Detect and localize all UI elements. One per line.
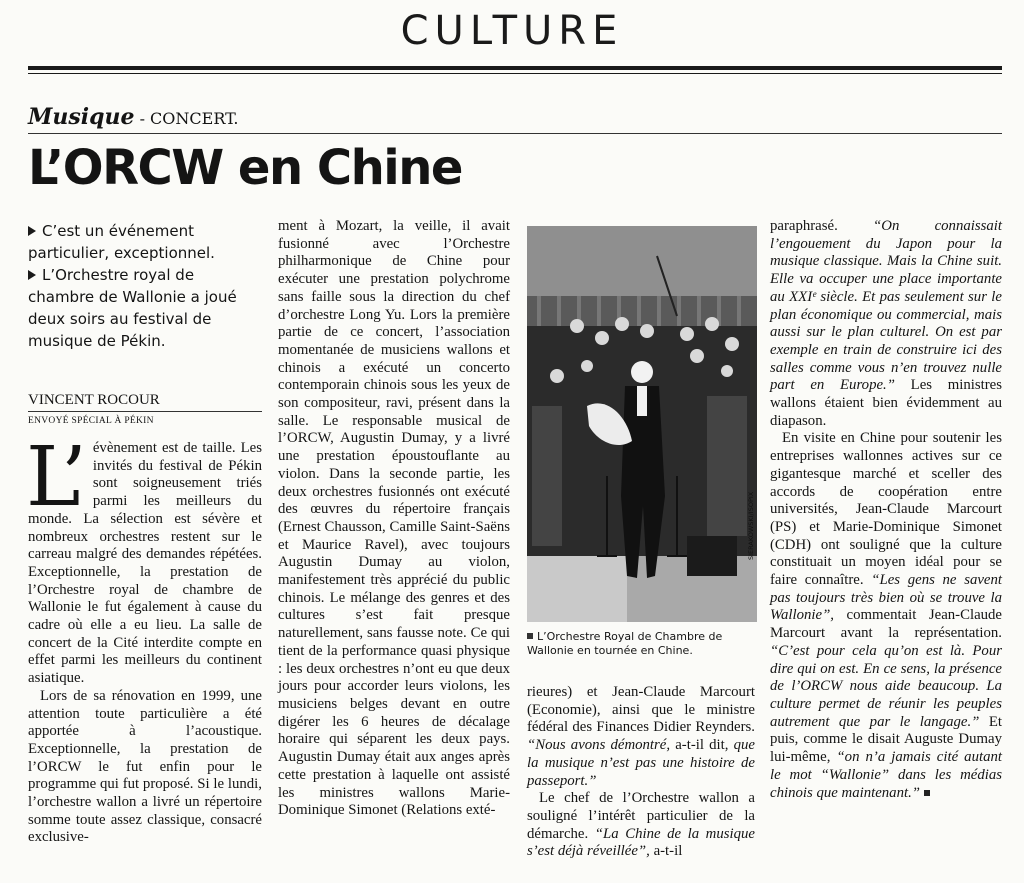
triangle-bullet-icon [28, 270, 36, 280]
triangle-bullet-icon [28, 226, 36, 236]
article-column-1 [26, 430, 262, 847]
kicker-main: Musique [28, 104, 135, 130]
paragraph: rieures) et Jean-Claude Marcourt (Economie), ainsi que le ministre fédéral des Finances Didier Reynders. “Nous avons démontré, a-t-il dit, que la musique n’est pas une histoire de passeport.” [527, 684, 755, 789]
paragraph: Lors de sa rénovation en 1999, une attention toute particulière a été apportée à l’acoustique. Exceptionnelle, la prestation de l’ORCW le fut enfin pour le programme qui fut proposé. Si le lundi, l’orchestre wallon a livré un répertoire somme toute assez classique, consacré exclusive- [28, 687, 262, 846]
orchestra-photo-illustration [527, 226, 757, 622]
kicker-sub: - CONCERT. [139, 109, 239, 128]
lead-item: L’Orchestre royal de chambre de Wallonie a joué deux soirs au festival de musique de Pékin. [28, 266, 237, 350]
paragraph: ment à Mozart, la veille, il avait fusionné avec l’Orchestre philharmonique de Chine pour exécuter une prestation polychrome sans faille sous la direction du chef d’orchestre Long Yu. Lors la première partie de ce concert, l’association momentanée de musiciens wallons et chinois a exécuté un concerto contemporain chinois sous les yeux de son compositeur, ravi, présent dans la salle. Le responsable musical de l’ORCW, Augustin Dumay, y a livré une prestation époustouflante au violon. Dans la seconde partie, les deux orchestres fusionnés ont exécuté des œuvres du répertoire français (Ernest Chausson, Camille Saint-Saëns et Maurice Ravel), avec toujours Augustin Dumay au violon, manifestement très apprécié du public chinois. Le mélange des genres et des cultures s’est fait presque naturellement, sans fausse note. Ce qui tient de la performance quasi physique : les deux orchestres n’ont eu que deux jours pour accorder leurs violons, les musiciens belges devant en outre digérer les 6 heures de décalage horaire qui séparent les deux pays. Augustin Dumay était aux anges après cette prestation à laquelle ont assisté les ministres wallons Marie-Dominique Simonet (Relations exté- [278, 218, 510, 819]
paragraph: En visite en Chine pour soutenir les entreprises wallonnes actives sur ce gigantesque marché et sceller des accords de coopération entre universités, Jean-Claude Marcourt (PS) et Marie-Dominique Simonet (CDH) ont souligné que la culture constituait un moyen idéal pour se faire connaître. “Les gens ne savent pas toujours très bien où se trouve la Wallonie”, commentait Jean-Claude Marcourt avant la représentation. “C’est pour cela qu’on est là. Pour dire qui on est. En ce sens, la présence de l’ORCW nous aide beaucoup. La culture permet de réunir les peuples autrement que par le langage.” Et puis, comme le disait Auguste Dumay lui-même, “on n’a jamais cité autant le mot “Wallonie” dans les médias chinois que maintenant.” [770, 430, 1003, 801]
section-rule-thick [28, 66, 1002, 70]
drop-cap: L’ [26, 430, 87, 525]
article-headline: L’ORCW en Chine [28, 140, 462, 196]
paragraph: L’ évènement est de taille. Les invités du festival de Pékin sont soigneusement triés parmi les meilleurs du monde. La sélection est sévère et nombreux orchestres restent sur le carreau malgré des demandes répétées. Exceptionnelle, la prestation de l’Orchestre royal de chambre de Wallonie le fut également à cause du cadre où elle a eu lieu. La salle de concert de la Cité interdite compte en effet parmi les meilleurs du continent asiatique. [26, 430, 262, 687]
photo-credit: SIERAKOWSKI/ISOPIX [747, 491, 755, 560]
article-lead [28, 220, 262, 352]
concert-photo [527, 226, 757, 622]
square-bullet-icon [527, 633, 533, 639]
end-of-article-icon [924, 790, 930, 796]
author-role: ENVOYÉ SPÉCIAL À PÉKIN [28, 416, 154, 426]
article-kicker [28, 104, 1002, 134]
photo-caption: L’Orchestre Royal de Chambre de Wallonie en tournée en Chine. [527, 630, 723, 657]
byline [28, 392, 262, 426]
paragraph: paraphrasé. “On connaissait l’engouement du Japon pour la musique classique. Mais la Chine suit. Elle va occuper une place importante au XXIᵉ siècle. Et pas seulement sur le plan économique ou commercial, mais aussi sur le plan culturel. On est par exemple en train de construire ici des salles comme vous n’en trouvez nulle part en Europe.” Les ministres wallons étaient bien évidemment au diapason. [770, 218, 1002, 429]
article-column-3 [527, 684, 755, 861]
article-column-2 [278, 218, 510, 820]
author-name: VINCENT ROCOUR [28, 392, 262, 412]
paragraph: Le chef de l’Orchestre wallon a souligné l’intérêt particulier de la démarche. “La Chine de la musique s’est déjà réveillée”, a-t-il [527, 790, 755, 860]
lead-item: C’est un événement particulier, exceptionnel. [28, 222, 215, 262]
section-rule-thin [28, 73, 1002, 74]
section-title: CULTURE [400, 8, 624, 54]
article-column-4 [770, 218, 1002, 802]
